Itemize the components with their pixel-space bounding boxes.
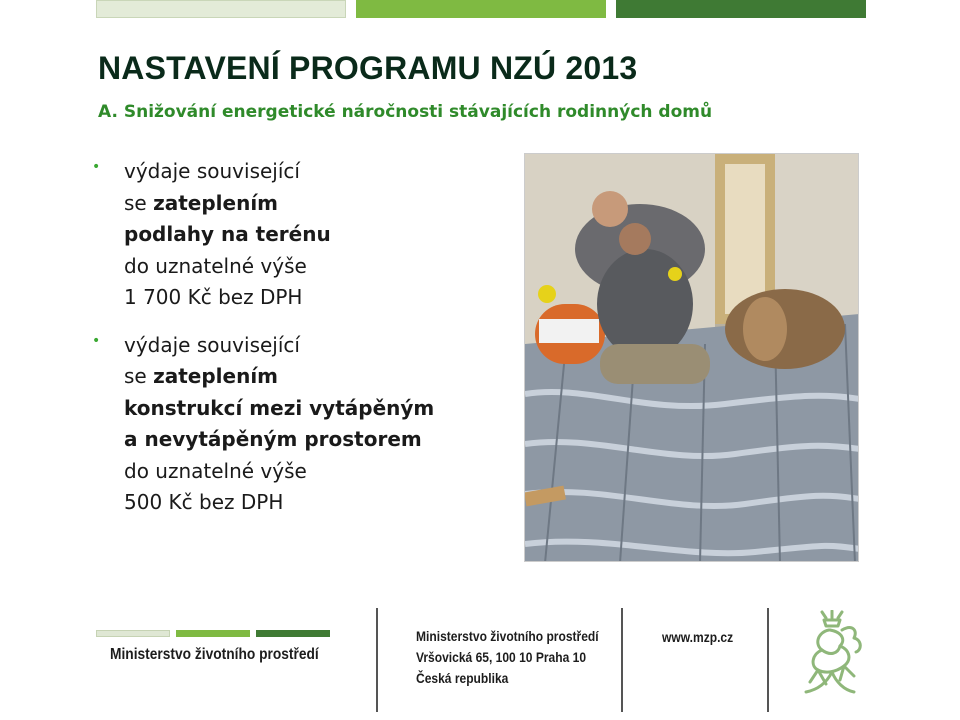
top-accent-bar-dark — [616, 0, 866, 18]
insulation-photo-illustration — [525, 154, 859, 562]
bullet-line-emphasis: zateplením — [153, 190, 279, 215]
footer-bar-dark — [256, 630, 330, 637]
bullet-line-emphasis: zateplením — [153, 364, 279, 388]
footer-address-line: Česká republika — [416, 670, 509, 686]
footer-address-line: Vršovická 65, 100 10 Praha 10 — [416, 649, 587, 665]
footer-bar-mid — [176, 630, 250, 637]
bullet-line: konstrukcí mezi vytápěným — [124, 395, 435, 420]
bullet-amount: 500 Kč bez DPH — [124, 490, 284, 514]
bullet-line: a nevytápěným prostorem — [124, 427, 422, 451]
footer-address — [416, 626, 599, 689]
bullet-dot-icon: • — [92, 332, 101, 349]
footer-divider — [376, 608, 378, 712]
bullet-dot-icon: • — [92, 159, 101, 175]
bullet-line: se zateplením — [124, 190, 279, 215]
lion-coat-of-arms-icon — [796, 610, 870, 700]
slide-title: NASTAVENÍ PROGRAMU NZÚ 2013 — [98, 50, 638, 86]
bullet-line: do uznatelné výše — [124, 458, 307, 483]
footer-ministry-name: Ministerstvo životního prostředí — [110, 646, 319, 663]
bullet-line: výdaje související — [124, 159, 300, 183]
bullet-list — [92, 156, 512, 535]
bullet-line: podlahy na terénu — [124, 222, 331, 246]
bullet-item-floor — [92, 156, 512, 314]
bullet-line: se zateplením — [124, 364, 279, 388]
bullet-amount: 1 700 Kč bez DPH — [124, 285, 303, 309]
footer-bar-light — [96, 630, 170, 637]
bullet-item-partitions — [92, 330, 512, 519]
bullet-line: výdaje související — [124, 332, 300, 357]
insulation-photo — [524, 153, 859, 562]
slide-footer — [0, 600, 960, 720]
footer-website-link[interactable]: www.mzp.cz — [662, 629, 734, 645]
top-accent-bar-light — [96, 0, 346, 18]
bullet-line: do uznatelné výše — [124, 253, 307, 278]
slide-subtitle: A. Snižování energetické náročnosti stávajících rodinných domů — [98, 102, 713, 122]
footer-divider — [767, 608, 769, 712]
footer-address-line: Ministerstvo životního prostředí — [416, 628, 599, 644]
top-accent-bar-mid — [356, 0, 606, 18]
footer-divider — [621, 608, 623, 712]
